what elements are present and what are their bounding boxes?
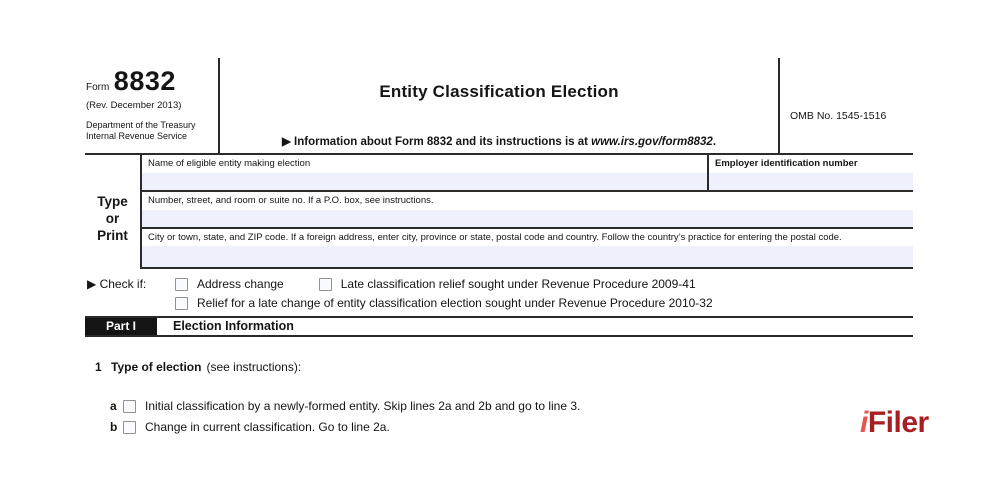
late-change-relief-label: Relief for a late change of entity classification election sought under Revenue Procedure 2010-32	[197, 296, 713, 311]
agency-lines	[86, 120, 214, 143]
agency-line-2: Internal Revenue Service	[86, 131, 188, 142]
line1-number: 1	[95, 360, 102, 375]
form-number: 8832	[113, 66, 176, 96]
street-label: Number, street, and room or suite no. If a P.O. box, see instructions.	[148, 194, 434, 206]
form-number-block	[85, 58, 220, 153]
street-input[interactable]	[142, 210, 913, 227]
line1b-checkbox[interactable]	[123, 421, 136, 434]
form-title-block	[220, 58, 780, 153]
agency-line-1: Department of the Treasury	[86, 120, 196, 130]
form-header	[85, 58, 913, 155]
part1-title: Election Information	[173, 319, 294, 334]
omb-number: OMB No. 1545-1516	[790, 110, 887, 122]
address-change-label: Address change	[197, 277, 284, 292]
part1-header	[85, 318, 913, 337]
street-cell	[142, 192, 913, 229]
omb-block	[780, 58, 913, 153]
type-or-print-section	[85, 155, 913, 269]
ein-label: Employer identification number	[715, 158, 858, 169]
entity-name-cell	[142, 155, 707, 190]
line1b-row	[85, 419, 913, 435]
city-cell	[142, 229, 913, 270]
line1-heading	[85, 360, 913, 374]
form-body	[85, 58, 913, 435]
city-label: City or town, state, and ZIP code. If a foreign address, enter city, province or state, postal code and country. Follow the country’s practice for entering the postal code.	[148, 231, 842, 243]
entity-name-input[interactable]	[142, 173, 707, 190]
line1-label: Type of election	[111, 360, 202, 375]
line1a-checkbox[interactable]	[123, 400, 136, 413]
page-title: Entity Classification Election	[379, 82, 619, 101]
ifiler-logo-i: i	[860, 406, 868, 439]
type-or-print-fields	[140, 155, 913, 269]
info-line	[220, 134, 778, 148]
entity-name-label: Name of eligible entity making election	[148, 158, 311, 169]
line1a-letter: a	[110, 399, 117, 414]
city-input[interactable]	[142, 246, 913, 267]
info-url: www.irs.gov/form8832	[591, 136, 713, 148]
info-suffix: .	[712, 136, 717, 148]
info-prefix: ▶ Information about Form 8832 and its instructions is at	[281, 136, 592, 148]
ifiler-logo	[860, 406, 929, 440]
ifiler-logo-text: Filer	[867, 406, 929, 439]
type-or-print-label: Type or Print	[97, 194, 128, 243]
check-if-label: ▶ Check if:	[87, 277, 147, 292]
ein-input[interactable]	[709, 173, 913, 190]
line1b-letter: b	[110, 420, 118, 435]
line1a-label: Initial classification by a newly-formed entity. Skip lines 2a and 2b and go to line 3.	[145, 399, 581, 414]
part1-label: Part I	[85, 318, 157, 335]
line1a-row	[85, 398, 913, 414]
form-revision: (Rev. December 2013)	[86, 100, 182, 111]
address-change-checkbox[interactable]	[175, 278, 188, 291]
line1-suffix: (see instructions):	[206, 360, 302, 375]
late-change-relief-checkbox[interactable]	[175, 297, 188, 310]
line1b-label: Change in current classification. Go to line 2a.	[145, 420, 390, 435]
form-word: Form	[86, 82, 110, 93]
late-relief-checkbox[interactable]	[319, 278, 332, 291]
late-relief-label: Late classification relief sought under Revenue Procedure 2009-41	[340, 277, 696, 292]
check-if-section	[85, 269, 913, 318]
ein-cell	[707, 155, 913, 190]
